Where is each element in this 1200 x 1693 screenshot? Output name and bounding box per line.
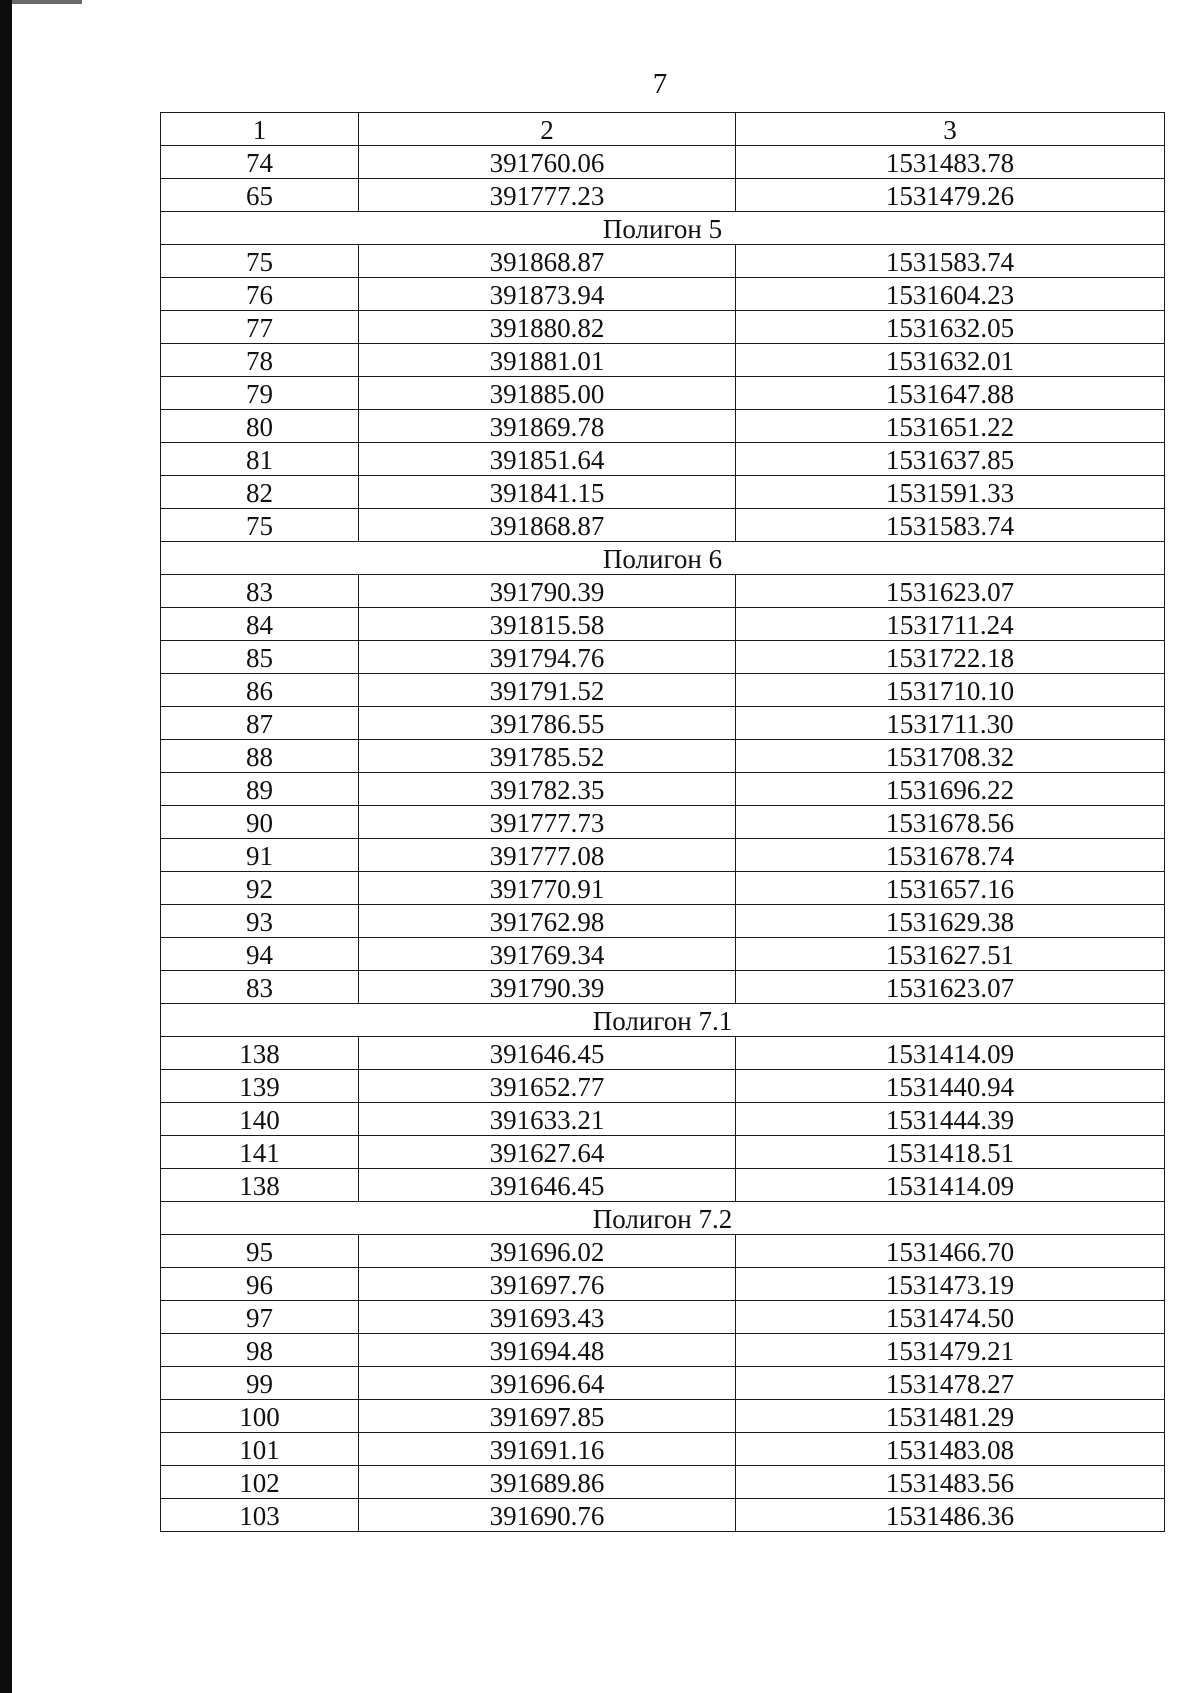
point-number-cell: 86 bbox=[161, 674, 359, 707]
x-coordinate-cell: 391633.21 bbox=[359, 1103, 736, 1136]
point-number-cell: 74 bbox=[161, 146, 359, 179]
polygon-title: Полигон 6 bbox=[161, 542, 1165, 575]
y-coordinate-cell: 1531632.01 bbox=[736, 344, 1165, 377]
point-number-cell: 101 bbox=[161, 1433, 359, 1466]
point-number-cell: 92 bbox=[161, 872, 359, 905]
x-coordinate-cell: 391693.43 bbox=[359, 1301, 736, 1334]
x-coordinate-cell: 391782.35 bbox=[359, 773, 736, 806]
column-header-y: 3 bbox=[736, 113, 1165, 146]
x-coordinate-cell: 391696.02 bbox=[359, 1235, 736, 1268]
point-number-cell: 88 bbox=[161, 740, 359, 773]
point-number-cell: 102 bbox=[161, 1466, 359, 1499]
x-coordinate-cell: 391791.52 bbox=[359, 674, 736, 707]
table-row bbox=[161, 1037, 1165, 1070]
x-coordinate-cell: 391880.82 bbox=[359, 311, 736, 344]
table-row bbox=[161, 1070, 1165, 1103]
point-number-cell: 96 bbox=[161, 1268, 359, 1301]
table-row bbox=[161, 608, 1165, 641]
y-coordinate-cell: 1531711.24 bbox=[736, 608, 1165, 641]
y-coordinate-cell: 1531440.94 bbox=[736, 1070, 1165, 1103]
table-row bbox=[161, 1301, 1165, 1334]
x-coordinate-cell: 391881.01 bbox=[359, 344, 736, 377]
point-number-cell: 100 bbox=[161, 1400, 359, 1433]
table-row bbox=[161, 1499, 1165, 1532]
y-coordinate-cell: 1531722.18 bbox=[736, 641, 1165, 674]
column-header-x: 2 bbox=[359, 113, 736, 146]
scan-left-edge bbox=[0, 0, 12, 1693]
y-coordinate-cell: 1531647.88 bbox=[736, 377, 1165, 410]
x-coordinate-cell: 391777.23 bbox=[359, 179, 736, 212]
point-number-cell: 93 bbox=[161, 905, 359, 938]
table-row bbox=[161, 740, 1165, 773]
table-row bbox=[161, 773, 1165, 806]
y-coordinate-cell: 1531657.16 bbox=[736, 872, 1165, 905]
table-row bbox=[161, 179, 1165, 212]
polygon-title-row bbox=[161, 1004, 1165, 1037]
y-coordinate-cell: 1531604.23 bbox=[736, 278, 1165, 311]
table-row bbox=[161, 1235, 1165, 1268]
table-row bbox=[161, 509, 1165, 542]
y-coordinate-cell: 1531627.51 bbox=[736, 938, 1165, 971]
y-coordinate-cell: 1531486.36 bbox=[736, 1499, 1165, 1532]
polygon-title: Полигон 7.1 bbox=[161, 1004, 1165, 1037]
y-coordinate-cell: 1531623.07 bbox=[736, 575, 1165, 608]
point-number-cell: 95 bbox=[161, 1235, 359, 1268]
table-row bbox=[161, 905, 1165, 938]
table-row bbox=[161, 377, 1165, 410]
y-coordinate-cell: 1531710.10 bbox=[736, 674, 1165, 707]
y-coordinate-cell: 1531414.09 bbox=[736, 1169, 1165, 1202]
table-row bbox=[161, 146, 1165, 179]
x-coordinate-cell: 391691.16 bbox=[359, 1433, 736, 1466]
table-row bbox=[161, 311, 1165, 344]
y-coordinate-cell: 1531483.56 bbox=[736, 1466, 1165, 1499]
x-coordinate-cell: 391777.73 bbox=[359, 806, 736, 839]
y-coordinate-cell: 1531708.32 bbox=[736, 740, 1165, 773]
point-number-cell: 79 bbox=[161, 377, 359, 410]
y-coordinate-cell: 1531483.78 bbox=[736, 146, 1165, 179]
table-row bbox=[161, 410, 1165, 443]
x-coordinate-cell: 391697.76 bbox=[359, 1268, 736, 1301]
point-number-cell: 139 bbox=[161, 1070, 359, 1103]
point-number-cell: 91 bbox=[161, 839, 359, 872]
point-number-cell: 81 bbox=[161, 443, 359, 476]
y-coordinate-cell: 1531444.39 bbox=[736, 1103, 1165, 1136]
table-row bbox=[161, 1103, 1165, 1136]
coordinates-table-body bbox=[161, 113, 1165, 1532]
point-number-cell: 89 bbox=[161, 773, 359, 806]
table-row bbox=[161, 245, 1165, 278]
y-coordinate-cell: 1531678.74 bbox=[736, 839, 1165, 872]
y-coordinate-cell: 1531478.27 bbox=[736, 1367, 1165, 1400]
point-number-cell: 98 bbox=[161, 1334, 359, 1367]
table-row bbox=[161, 575, 1165, 608]
polygon-title-row bbox=[161, 542, 1165, 575]
column-header-point: 1 bbox=[161, 113, 359, 146]
table-row bbox=[161, 443, 1165, 476]
x-coordinate-cell: 391869.78 bbox=[359, 410, 736, 443]
y-coordinate-cell: 1531583.74 bbox=[736, 245, 1165, 278]
table-row bbox=[161, 806, 1165, 839]
y-coordinate-cell: 1531583.74 bbox=[736, 509, 1165, 542]
x-coordinate-cell: 391769.34 bbox=[359, 938, 736, 971]
polygon-title-row bbox=[161, 1202, 1165, 1235]
y-coordinate-cell: 1531466.70 bbox=[736, 1235, 1165, 1268]
table-row bbox=[161, 1169, 1165, 1202]
polygon-title: Полигон 5 bbox=[161, 212, 1165, 245]
table-row bbox=[161, 1400, 1165, 1433]
table-row bbox=[161, 872, 1165, 905]
x-coordinate-cell: 391790.39 bbox=[359, 971, 736, 1004]
point-number-cell: 65 bbox=[161, 179, 359, 212]
table-row bbox=[161, 344, 1165, 377]
point-number-cell: 84 bbox=[161, 608, 359, 641]
polygon-title: Полигон 7.2 bbox=[161, 1202, 1165, 1235]
x-coordinate-cell: 391690.76 bbox=[359, 1499, 736, 1532]
table-row bbox=[161, 1268, 1165, 1301]
y-coordinate-cell: 1531414.09 bbox=[736, 1037, 1165, 1070]
table-row bbox=[161, 707, 1165, 740]
y-coordinate-cell: 1531632.05 bbox=[736, 311, 1165, 344]
y-coordinate-cell: 1531678.56 bbox=[736, 806, 1165, 839]
y-coordinate-cell: 1531629.38 bbox=[736, 905, 1165, 938]
y-coordinate-cell: 1531637.85 bbox=[736, 443, 1165, 476]
table-row bbox=[161, 1334, 1165, 1367]
x-coordinate-cell: 391696.64 bbox=[359, 1367, 736, 1400]
y-coordinate-cell: 1531651.22 bbox=[736, 410, 1165, 443]
point-number-cell: 138 bbox=[161, 1037, 359, 1070]
table-row bbox=[161, 1136, 1165, 1169]
x-coordinate-cell: 391646.45 bbox=[359, 1169, 736, 1202]
x-coordinate-cell: 391762.98 bbox=[359, 905, 736, 938]
point-number-cell: 97 bbox=[161, 1301, 359, 1334]
table-row bbox=[161, 641, 1165, 674]
x-coordinate-cell: 391689.86 bbox=[359, 1466, 736, 1499]
point-number-cell: 138 bbox=[161, 1169, 359, 1202]
x-coordinate-cell: 391790.39 bbox=[359, 575, 736, 608]
scan-top-mark bbox=[12, 0, 82, 4]
point-number-cell: 76 bbox=[161, 278, 359, 311]
point-number-cell: 87 bbox=[161, 707, 359, 740]
table-header-row bbox=[161, 113, 1165, 146]
x-coordinate-cell: 391815.58 bbox=[359, 608, 736, 641]
point-number-cell: 75 bbox=[161, 509, 359, 542]
x-coordinate-cell: 391652.77 bbox=[359, 1070, 736, 1103]
y-coordinate-cell: 1531711.30 bbox=[736, 707, 1165, 740]
point-number-cell: 103 bbox=[161, 1499, 359, 1532]
table-row bbox=[161, 971, 1165, 1004]
point-number-cell: 82 bbox=[161, 476, 359, 509]
table-row bbox=[161, 1466, 1165, 1499]
point-number-cell: 90 bbox=[161, 806, 359, 839]
point-number-cell: 80 bbox=[161, 410, 359, 443]
point-number-cell: 83 bbox=[161, 575, 359, 608]
point-number-cell: 75 bbox=[161, 245, 359, 278]
y-coordinate-cell: 1531474.50 bbox=[736, 1301, 1165, 1334]
x-coordinate-cell: 391785.52 bbox=[359, 740, 736, 773]
y-coordinate-cell: 1531479.21 bbox=[736, 1334, 1165, 1367]
x-coordinate-cell: 391851.64 bbox=[359, 443, 736, 476]
x-coordinate-cell: 391841.15 bbox=[359, 476, 736, 509]
x-coordinate-cell: 391760.06 bbox=[359, 146, 736, 179]
x-coordinate-cell: 391627.64 bbox=[359, 1136, 736, 1169]
x-coordinate-cell: 391646.45 bbox=[359, 1037, 736, 1070]
point-number-cell: 85 bbox=[161, 641, 359, 674]
x-coordinate-cell: 391777.08 bbox=[359, 839, 736, 872]
y-coordinate-cell: 1531481.29 bbox=[736, 1400, 1165, 1433]
point-number-cell: 140 bbox=[161, 1103, 359, 1136]
y-coordinate-cell: 1531483.08 bbox=[736, 1433, 1165, 1466]
x-coordinate-cell: 391794.76 bbox=[359, 641, 736, 674]
table-row bbox=[161, 674, 1165, 707]
x-coordinate-cell: 391697.85 bbox=[359, 1400, 736, 1433]
table-row bbox=[161, 476, 1165, 509]
page-number: 7 bbox=[652, 68, 668, 100]
table-row bbox=[161, 839, 1165, 872]
y-coordinate-cell: 1531623.07 bbox=[736, 971, 1165, 1004]
coordinates-table bbox=[160, 112, 1165, 1532]
table-row bbox=[161, 278, 1165, 311]
table-row bbox=[161, 938, 1165, 971]
x-coordinate-cell: 391885.00 bbox=[359, 377, 736, 410]
x-coordinate-cell: 391694.48 bbox=[359, 1334, 736, 1367]
table-row bbox=[161, 1433, 1165, 1466]
x-coordinate-cell: 391868.87 bbox=[359, 509, 736, 542]
point-number-cell: 94 bbox=[161, 938, 359, 971]
page-number-container bbox=[0, 68, 1200, 100]
x-coordinate-cell: 391873.94 bbox=[359, 278, 736, 311]
y-coordinate-cell: 1531591.33 bbox=[736, 476, 1165, 509]
x-coordinate-cell: 391786.55 bbox=[359, 707, 736, 740]
point-number-cell: 78 bbox=[161, 344, 359, 377]
x-coordinate-cell: 391868.87 bbox=[359, 245, 736, 278]
table-row bbox=[161, 1367, 1165, 1400]
y-coordinate-cell: 1531473.19 bbox=[736, 1268, 1165, 1301]
y-coordinate-cell: 1531418.51 bbox=[736, 1136, 1165, 1169]
point-number-cell: 77 bbox=[161, 311, 359, 344]
y-coordinate-cell: 1531479.26 bbox=[736, 179, 1165, 212]
point-number-cell: 99 bbox=[161, 1367, 359, 1400]
polygon-title-row bbox=[161, 212, 1165, 245]
x-coordinate-cell: 391770.91 bbox=[359, 872, 736, 905]
y-coordinate-cell: 1531696.22 bbox=[736, 773, 1165, 806]
point-number-cell: 83 bbox=[161, 971, 359, 1004]
point-number-cell: 141 bbox=[161, 1136, 359, 1169]
